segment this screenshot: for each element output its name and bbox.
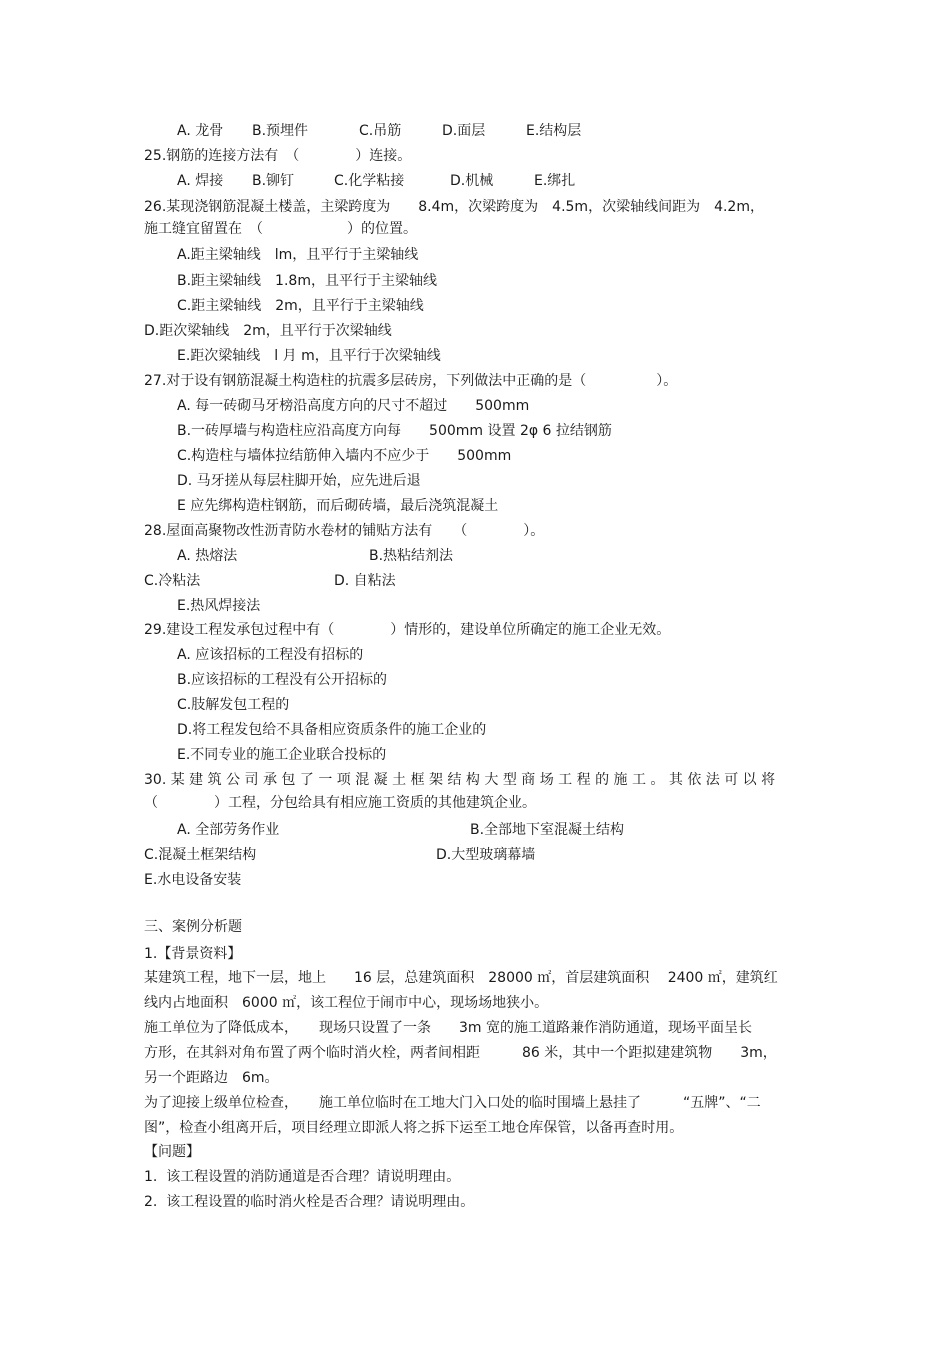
q27-option-a: A. 每一砖砌马牙榜沿高度方向的尺寸不超过 500mm: [177, 398, 530, 414]
q27-option-c: C.构造柱与墙体拉结筋伸入墙内不应少于 500mm: [177, 448, 512, 464]
q29-option-b: B.应该招标的工程没有公开招标的: [177, 672, 388, 688]
q26-option-e: E.距次梁轴线 l 月 m，且平行于次梁轴线: [177, 348, 441, 364]
q24-option-e: E.结构层: [526, 123, 582, 139]
q26-option-c: C.距主梁轴线 2m，且平行于主梁轴线: [177, 298, 424, 314]
question-1: 1. 该工程设置的消防通道是否合理？请说明理由。: [144, 1169, 461, 1185]
q30-option-e: E.水电设备安装: [144, 872, 242, 888]
q29-option-a: A. 应该招标的工程没有招标的: [177, 647, 364, 663]
q28-option-d: D. 自粘法: [334, 573, 396, 589]
q27-option-d: D. 马牙搓从每层柱脚开始，应先进后退: [177, 473, 421, 489]
q30-option-b: B.全部地下室混凝土结构: [470, 822, 625, 838]
q25-option-e: E.绑扎: [534, 173, 576, 189]
q24-option-a: A. 龙骨: [177, 123, 224, 139]
case-line-2: 线内占地面积 6000 ㎡，该工程位于闹市中心，现场场地狭小。: [144, 995, 549, 1011]
questions-heading: 【问题】: [144, 1144, 200, 1160]
question-2: 2. 该工程设置的临时消火栓是否合理？请说明理由。: [144, 1194, 475, 1210]
q30-option-c: C.混凝土框架结构: [144, 847, 257, 863]
section-title: 三、案例分析题: [144, 919, 242, 935]
case-line-4: 方形，在其斜对角布置了两个临时消火栓，两者间相距 86 米，其中一个距拟建建筑物 3m，: [144, 1045, 777, 1061]
q29-stem: 29.建设工程发承包过程中有（ ）情形的，建设单位所确定的施工企业无效。: [144, 622, 671, 638]
case-line-1: 某建筑工程，地下一层，地上 16 层，总建筑面积 28000 ㎡，首层建筑面积 2400 ㎡，建筑红: [144, 970, 778, 986]
case-line-3: 施工单位为了降低成本， 现场只设置了一条 3m 宽的施工道路兼作消防通道，现场平面呈长: [144, 1020, 752, 1036]
q30-stem-line1: 30. 某 建 筑 公 司 承 包 了 一 项 混 凝 土 框 架 结 构 大 型 商 场 工 程 的 施 工 。 其 依 法 可 以 将: [144, 772, 776, 788]
q26-option-d: D.距次梁轴线 2m，且平行于次梁轴线: [144, 323, 392, 339]
q29-option-c: C.肢解发包工程的: [177, 697, 290, 713]
q25-stem: 25.钢筋的连接方法有 （ ）连接。: [144, 148, 412, 164]
q27-stem: 27.对于设有钢筋混凝土构造柱的抗震多层砖房，下列做法中正确的是（ ）。: [144, 373, 678, 389]
q27-option-b: B.一砖厚墙与构造柱应沿高度方向每 500mm 设置 2φ 6 拉结钢筋: [177, 423, 612, 439]
q26-option-b: B.距主梁轴线 1.8m，且平行于主梁轴线: [177, 273, 437, 289]
q25-option-d: D.机械: [450, 173, 494, 189]
q28-option-b: B.热粘结剂法: [369, 548, 454, 564]
q28-option-a: A. 热熔法: [177, 548, 238, 564]
q24-option-d: D.面层: [442, 123, 486, 139]
case-line-6: 为了迎接上级单位检查， 施工单位临时在工地大门入口处的临时围墙上悬挂了 “五牌”、“二: [144, 1095, 761, 1111]
q26-stem-line2: 施工缝宜留置在 （ ）的位置。: [144, 221, 417, 237]
case-line-7: 图”，检查小组离开后，项目经理立即派人将之拆下运至工地仓库保管，以备再查时用。: [144, 1120, 684, 1136]
q28-option-c: C.冷粘法: [144, 573, 201, 589]
q27-option-e: E 应先绑构造柱钢筋，而后砌砖墙，最后浇筑混凝土: [177, 498, 499, 514]
q28-option-e: E.热风焊接法: [177, 598, 261, 614]
q26-option-a: A.距主梁轴线 lm，且平行于主梁轴线: [177, 247, 419, 263]
q24-option-b: B.预埋件: [252, 123, 309, 139]
q25-option-b: B.铆钉: [252, 173, 295, 189]
case1-heading: 1.【背景资料】: [144, 946, 242, 962]
q29-option-e: E.不同专业的施工企业联合投标的: [177, 747, 387, 763]
q28-stem: 28.屋面高聚物改性沥青防水卷材的铺贴方法有 （ ）。: [144, 523, 545, 539]
q30-stem-line2: （ ）工程，分包给具有相应施工资质的其他建筑企业。: [144, 795, 536, 811]
q25-option-c: C.化学粘接: [334, 173, 405, 189]
q30-option-d: D.大型玻璃幕墙: [436, 847, 536, 863]
q25-option-a: A. 焊接: [177, 173, 224, 189]
q24-option-c: C.吊筋: [359, 123, 402, 139]
q29-option-d: D.将工程发包给不具备相应资质条件的施工企业的: [177, 722, 487, 738]
q26-stem-line1: 26.某现浇钢筋混凝土楼盖，主梁跨度为 8.4m，次梁跨度为 4.5m，次梁轴线间距为 4.2m，: [144, 199, 764, 215]
case-line-5: 另一个距路边 6m。: [144, 1070, 279, 1086]
q30-option-a: A. 全部劳务作业: [177, 822, 280, 838]
